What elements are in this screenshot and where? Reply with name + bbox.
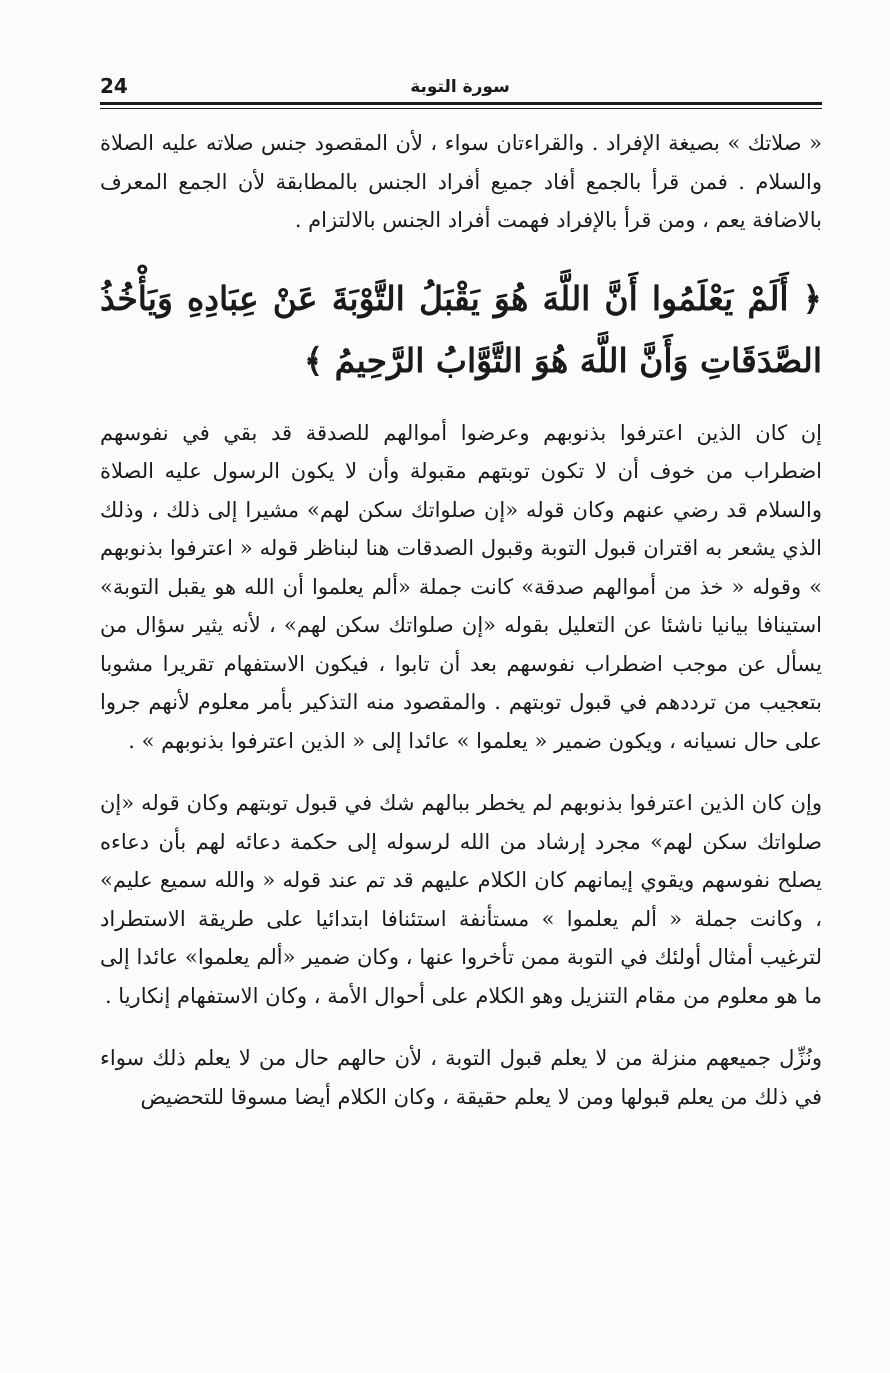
quran-verse: ﴿ أَلَمْ يَعْلَمُوا أَنَّ اللَّهَ هُوَ يَقْبَلُ التَّوْبَةَ عَنْ عِبَادِهِ وَيَأْخُذُ الصَّدَقَاتِ وَأَنَّ اللَّهَ هُوَ التَّوَّابُ الرَّحِيمُ ﴾	[100, 278, 822, 380]
spacer	[100, 1015, 822, 1039]
page-header	[100, 74, 820, 100]
page-number: 24	[100, 74, 128, 98]
paragraph-intro: « صلاتك » بصيغة الإفراد . والقراءتان سواء ، لأن المقصود جنس صلاته عليه الصلاة والسلام . فمن قرأ بالجمع أفاد جميع أفراد الجنس بالمطابقة لأن الجمع المعرف بالاضافة يعم ، ومن قرأ بالإفراد فهمت أفراد الجنس بالالتزام .	[100, 131, 822, 232]
paragraph-commentary-2: وإن كان الذين اعترفوا بذنوبهم لم يخطر ببالهم شك في قبول توبتهم وكان قوله «إن صلواتك سكن لهم» مجرد إرشاد من الله لرسوله إلى حكمة دعائه لهم بأن دعاءه يصلح نفوسهم ويقوي إيمانهم كان الكلام عليهم قد تم عند قوله « والله سميع عليم» ، وكانت جملة « ألم يعلموا » مستأنفة استئنافا ابتدائيا على طريقة الاستطراد لترغيب أمثال أولئك في التوبة ممن تأخروا عنها ، وكان ضمير «ألم يعلموا» عائدا إلى ما هو معلوم من مقام التنزيل وهو الكلام على أحوال الأمة ، وكان الاستفهام إنكاريا .	[100, 791, 822, 1008]
spacer	[100, 240, 822, 262]
paragraph-commentary-3: ونُزِّل جميعهم منزلة من لا يعلم قبول التوبة ، لأن حالهم حال من لا يعلم ذلك سواء في ذلك من يعلم قبولها ومن لا يعلم حقيقة ، وكان الكلام أيضا مسوقا للتحضيض	[100, 1046, 822, 1109]
paragraph-commentary-1: إن كان الذين اعترفوا بذنوبهم وعرضوا أموالهم للصدقة قد بقي في نفوسهم اضطراب من خوف أن لا تكون توبتهم مقبولة وأن لا يكون الرسول عليه الصلاة والسلام قد رضي عنهم وكان قوله «إن صلواتك سكن لهم» مشيرا إلى ذلك ، وذلك الذي يشعر به اقتران قبول التوبة وقبول الصدقات هنا لبناظر قوله « اعترفوا بذنوبهم » وقوله « خذ من أموالهم صدقة» كانت جملة «ألم يعلموا أن الله هو يقبل التوبة» استينافا بيانيا ناشئا عن التعليل بقوله «إن صلواتك سكن لهم» ، لأنه يثير سؤال من يسأل عن موجب اضطراب نفوسهم بعد أن تابوا ، فيكون الاستفهام تقريرا مشوبا بتعجيب من ترددهم في قبول توبتهم . والمقصود منه التذكير بأمر معلوم لأنهم جروا على حال نسيانه ، ويكون ضمير « يعلموا » عائدا إلى « الذين اعترفوا بذنوبهم » .	[100, 420, 822, 753]
header-rule-thick	[100, 102, 822, 105]
spacer	[100, 392, 822, 414]
page-body	[100, 124, 822, 1116]
surah-title: سورة التوبة	[410, 77, 510, 97]
header-rule-thin	[100, 108, 822, 109]
spacer	[100, 760, 822, 784]
